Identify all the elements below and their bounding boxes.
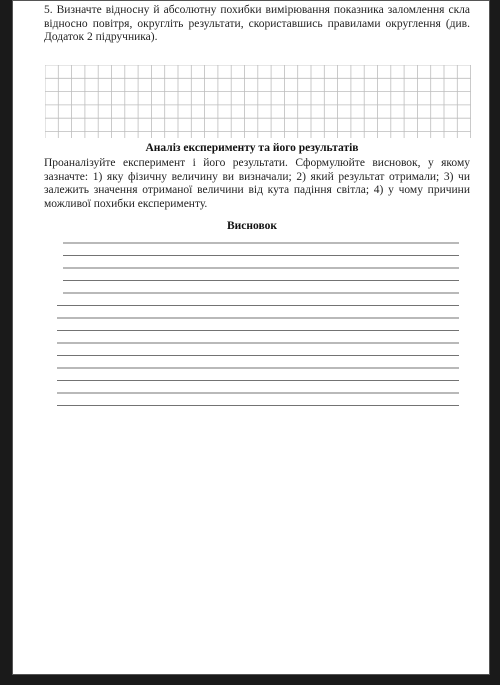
conclusion-heading: Висновок: [227, 220, 277, 232]
grid-calculation-area[interactable]: [45, 65, 471, 138]
task-5-text: 5. Визначте відносну й абсолютну похибки вимірювання показника заломлення скла відносно повітря, округліть результати, скориставшись правилами округлення (див. Додаток 2 підручника).: [44, 4, 470, 43]
analysis-instructions: Проаналізуйте експеримент і його результати. Сформулюйте висновок, у якому зазначте: 1) яку фізичну величину ви визначали; 2) який результат отримали; 3) чи залежить значення отриманої величини від кута падіння світла; 4) у чому причини можливої похибки експерименту.: [44, 157, 470, 210]
conclusion-writing-lines[interactable]: [45, 237, 471, 412]
analysis-heading: Аналіз експерименту та його результатів: [145, 142, 359, 154]
worksheet-page: [12, 0, 490, 675]
